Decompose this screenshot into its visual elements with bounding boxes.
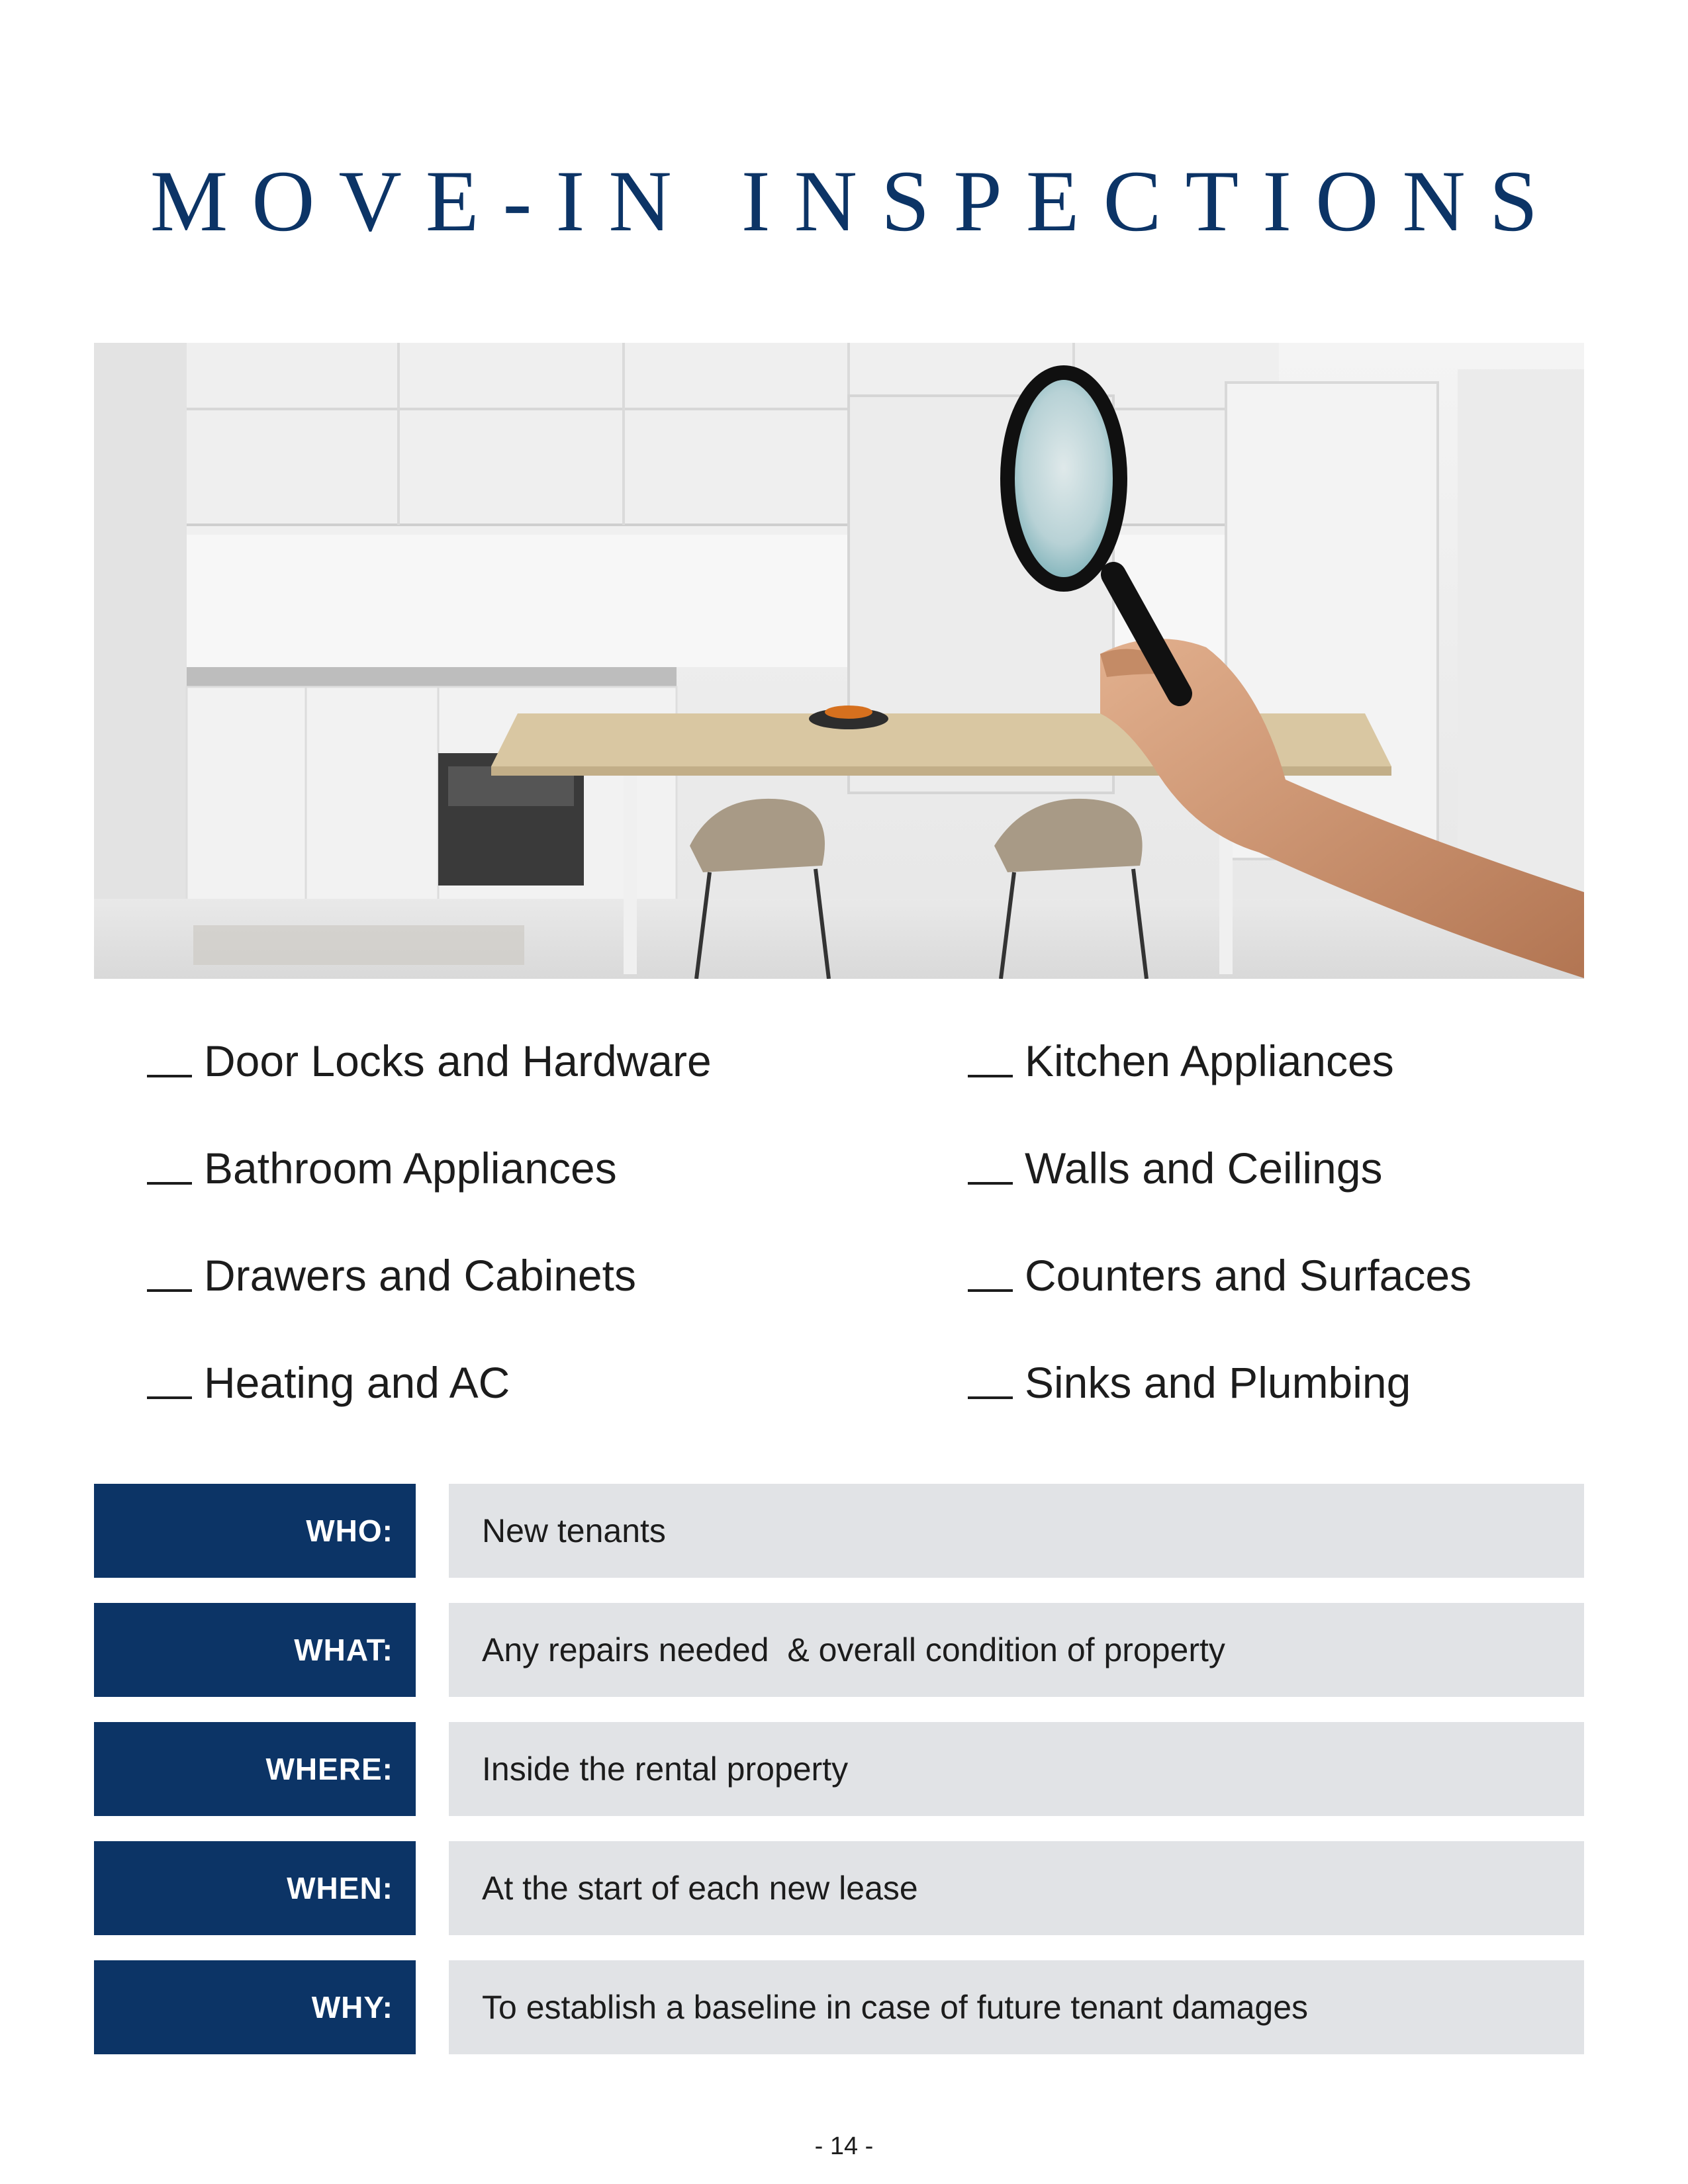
detail-value: At the start of each new lease [449, 1841, 1584, 1935]
hero-image [94, 343, 1584, 979]
checklist-item[interactable]: Heating and AC [147, 1361, 510, 1404]
detail-value: Any repairs needed & overall condition of property [449, 1603, 1584, 1697]
checklist-item[interactable]: Sinks and Plumbing [968, 1361, 1411, 1404]
page-number: - 14 - [814, 2132, 874, 2160]
checklist-item[interactable]: Door Locks and Hardware [147, 1039, 712, 1083]
detail-label: WHEN: [94, 1841, 416, 1935]
checkbox-blank[interactable] [147, 1363, 192, 1399]
detail-label: WHY: [94, 1960, 416, 2054]
detail-row-who [94, 1484, 1584, 1578]
detail-value: To establish a baseline in case of future tenant damages [449, 1960, 1584, 2054]
detail-row-why [94, 1960, 1584, 2054]
kitchen-photo [94, 343, 1584, 979]
inspection-checklist [147, 1036, 1603, 1476]
checklist-item[interactable]: Counters and Surfaces [968, 1253, 1472, 1297]
checkbox-blank[interactable] [968, 1256, 1013, 1292]
detail-label: WHAT: [94, 1603, 416, 1697]
checklist-item[interactable]: Walls and Ceilings [968, 1146, 1382, 1190]
checklist-item[interactable]: Drawers and Cabinets [147, 1253, 636, 1297]
detail-row-where [94, 1722, 1584, 1816]
detail-label: WHERE: [94, 1722, 416, 1816]
checkbox-blank[interactable] [968, 1363, 1013, 1399]
checkbox-blank[interactable] [147, 1256, 192, 1292]
detail-row-what [94, 1603, 1584, 1697]
checklist-item[interactable]: Kitchen Appliances [968, 1039, 1394, 1083]
detail-value: New tenants [449, 1484, 1584, 1578]
checkbox-blank[interactable] [968, 1149, 1013, 1185]
detail-label: WHO: [94, 1484, 416, 1578]
checkbox-blank[interactable] [968, 1042, 1013, 1077]
checkbox-blank[interactable] [147, 1042, 192, 1077]
page-title: MOVE-IN INSPECTIONS [150, 152, 1562, 250]
checklist-item[interactable]: Bathroom Appliances [147, 1146, 617, 1190]
detail-row-when [94, 1841, 1584, 1935]
checkbox-blank[interactable] [147, 1149, 192, 1185]
detail-value: Inside the rental property [449, 1722, 1584, 1816]
